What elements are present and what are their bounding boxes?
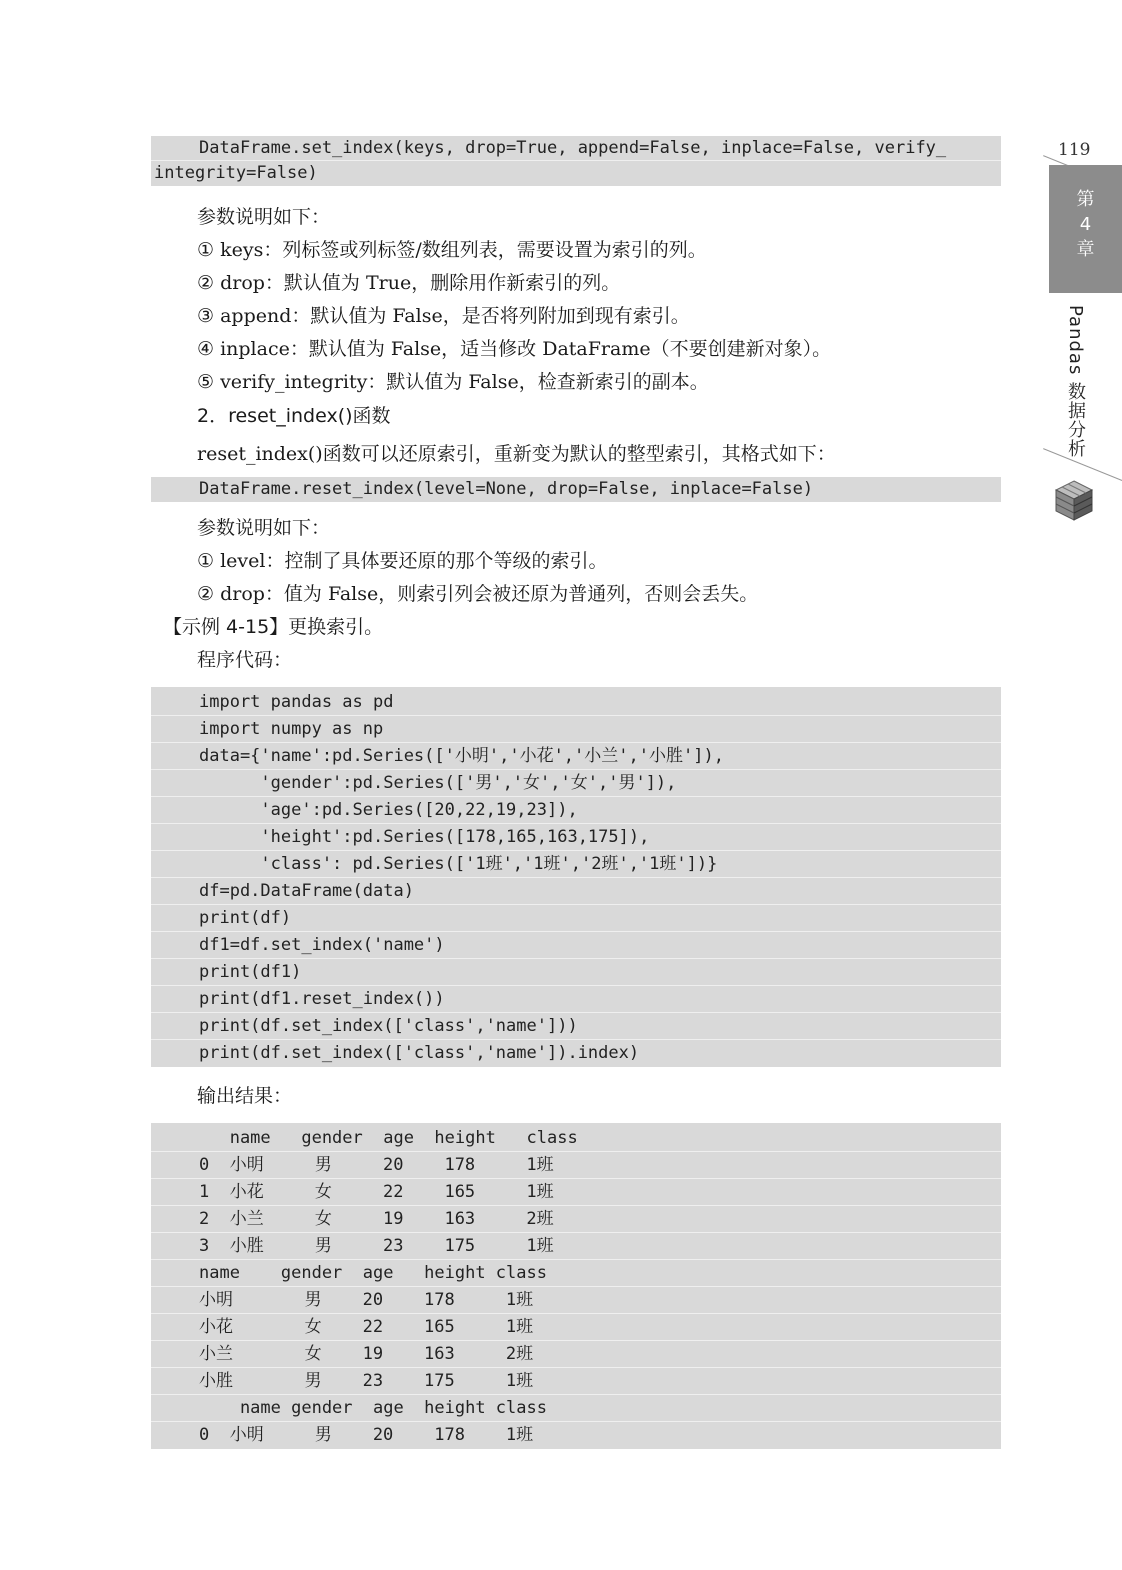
section-heading: 2．reset_index()函数 <box>197 405 391 427</box>
output-line: 2 小兰 女 19 163 2班 <box>151 1206 1001 1233</box>
chapter-tab <box>1049 165 1122 293</box>
code-line: DataFrame.reset_index(level=None, drop=False, inplace=False) <box>199 479 814 499</box>
output-line: name gender age height class <box>151 1260 1001 1287</box>
chapter-char-3: 章 <box>1076 239 1095 260</box>
example-heading <box>163 611 963 644</box>
param-item: ① level：控制了具体要还原的那个等级的索引。 <box>197 550 608 572</box>
output-block <box>151 1123 1001 1449</box>
output-line: 小兰 女 19 163 2班 <box>151 1341 1001 1368</box>
code-line: print(df1) <box>151 959 1001 986</box>
output-line: 小胜 男 23 175 1班 <box>151 1368 1001 1395</box>
output-line: 0 小明 男 20 178 1班 <box>199 1425 534 1445</box>
book-title: Pandas 数据分析 <box>1065 305 1086 459</box>
param-item: ③ append：默认值为 False，是否将列附加到现有索引。 <box>197 305 690 327</box>
section-description: reset_index()函数可以还原索引，重新变为默认的整型索引，其格式如下： <box>197 443 836 465</box>
code-line: df1=df.set_index('name') <box>151 932 1001 959</box>
code-line: 'gender':pd.Series(['男','女','女','男']), <box>151 770 1001 797</box>
code-line: integrity=False) <box>154 163 318 183</box>
code-line: df=pd.DataFrame(data) <box>151 878 1001 905</box>
code-line: print(df.set_index(['class','name']).index) <box>199 1043 640 1063</box>
param-item: ⑤ verify_integrity：默认值为 False，检查新索引的副本。 <box>197 371 709 393</box>
output-line: 1 小花 女 22 165 1班 <box>151 1179 1001 1206</box>
code-line: print(df1.reset_index()) <box>151 986 1001 1013</box>
code-line: import pandas as pd <box>151 689 1001 716</box>
code-line: data={'name':pd.Series(['小明','小花','小兰','小胜']), <box>151 743 1001 770</box>
program-code-block <box>151 687 1001 1067</box>
param-item: ④ inplace：默认值为 False，适当修改 DataFrame（不要创建新对象）。 <box>197 338 832 360</box>
code-line: import numpy as np <box>151 716 1001 743</box>
code-line: print(df.set_index(['class','name'])) <box>151 1013 1001 1040</box>
code-line: DataFrame.set_index(keys, drop=True, append=False, inplace=False, verify_ <box>151 136 1001 161</box>
code-line: 'class': pd.Series(['1班','1班','2班','1班'])} <box>151 851 1001 878</box>
chapter-char-1: 第 <box>1076 189 1095 210</box>
param-item: ② drop：默认值为 True，删除用作新索引的列。 <box>197 272 621 294</box>
output-label: 输出结果： <box>197 1085 293 1107</box>
params-intro: 参数说明如下： <box>197 206 331 228</box>
code-line: print(df) <box>151 905 1001 932</box>
example-title: 更换索引。 <box>288 616 384 638</box>
output-line: 小明 男 20 178 1班 <box>151 1287 1001 1314</box>
output-line: name gender age height class <box>151 1395 1001 1422</box>
set-index-signature <box>151 136 1001 186</box>
page-number: 119 <box>1058 140 1091 160</box>
params-intro: 参数说明如下： <box>197 517 331 539</box>
output-line: 3 小胜 男 23 175 1班 <box>151 1233 1001 1260</box>
cube-logo-icon <box>1052 478 1096 528</box>
code-line: 'height':pd.Series([178,165,163,175]), <box>151 824 1001 851</box>
param-item: ① keys：列标签或列标签/数组列表，需要设置为索引的列。 <box>197 239 707 261</box>
chapter-char-2: 4 <box>1079 214 1092 235</box>
code-line: 'age':pd.Series([20,22,19,23]), <box>151 797 1001 824</box>
output-line: 0 小明 男 20 178 1班 <box>151 1152 1001 1179</box>
output-line: name gender age height class <box>151 1125 1001 1152</box>
param-item: ② drop：值为 False，则索引列会被还原为普通列，否则会丢失。 <box>197 583 759 605</box>
code-label: 程序代码： <box>197 649 293 671</box>
example-label: 【示例 4-15】 <box>163 616 289 638</box>
reset-index-signature <box>151 477 1001 502</box>
output-line: 小花 女 22 165 1班 <box>151 1314 1001 1341</box>
